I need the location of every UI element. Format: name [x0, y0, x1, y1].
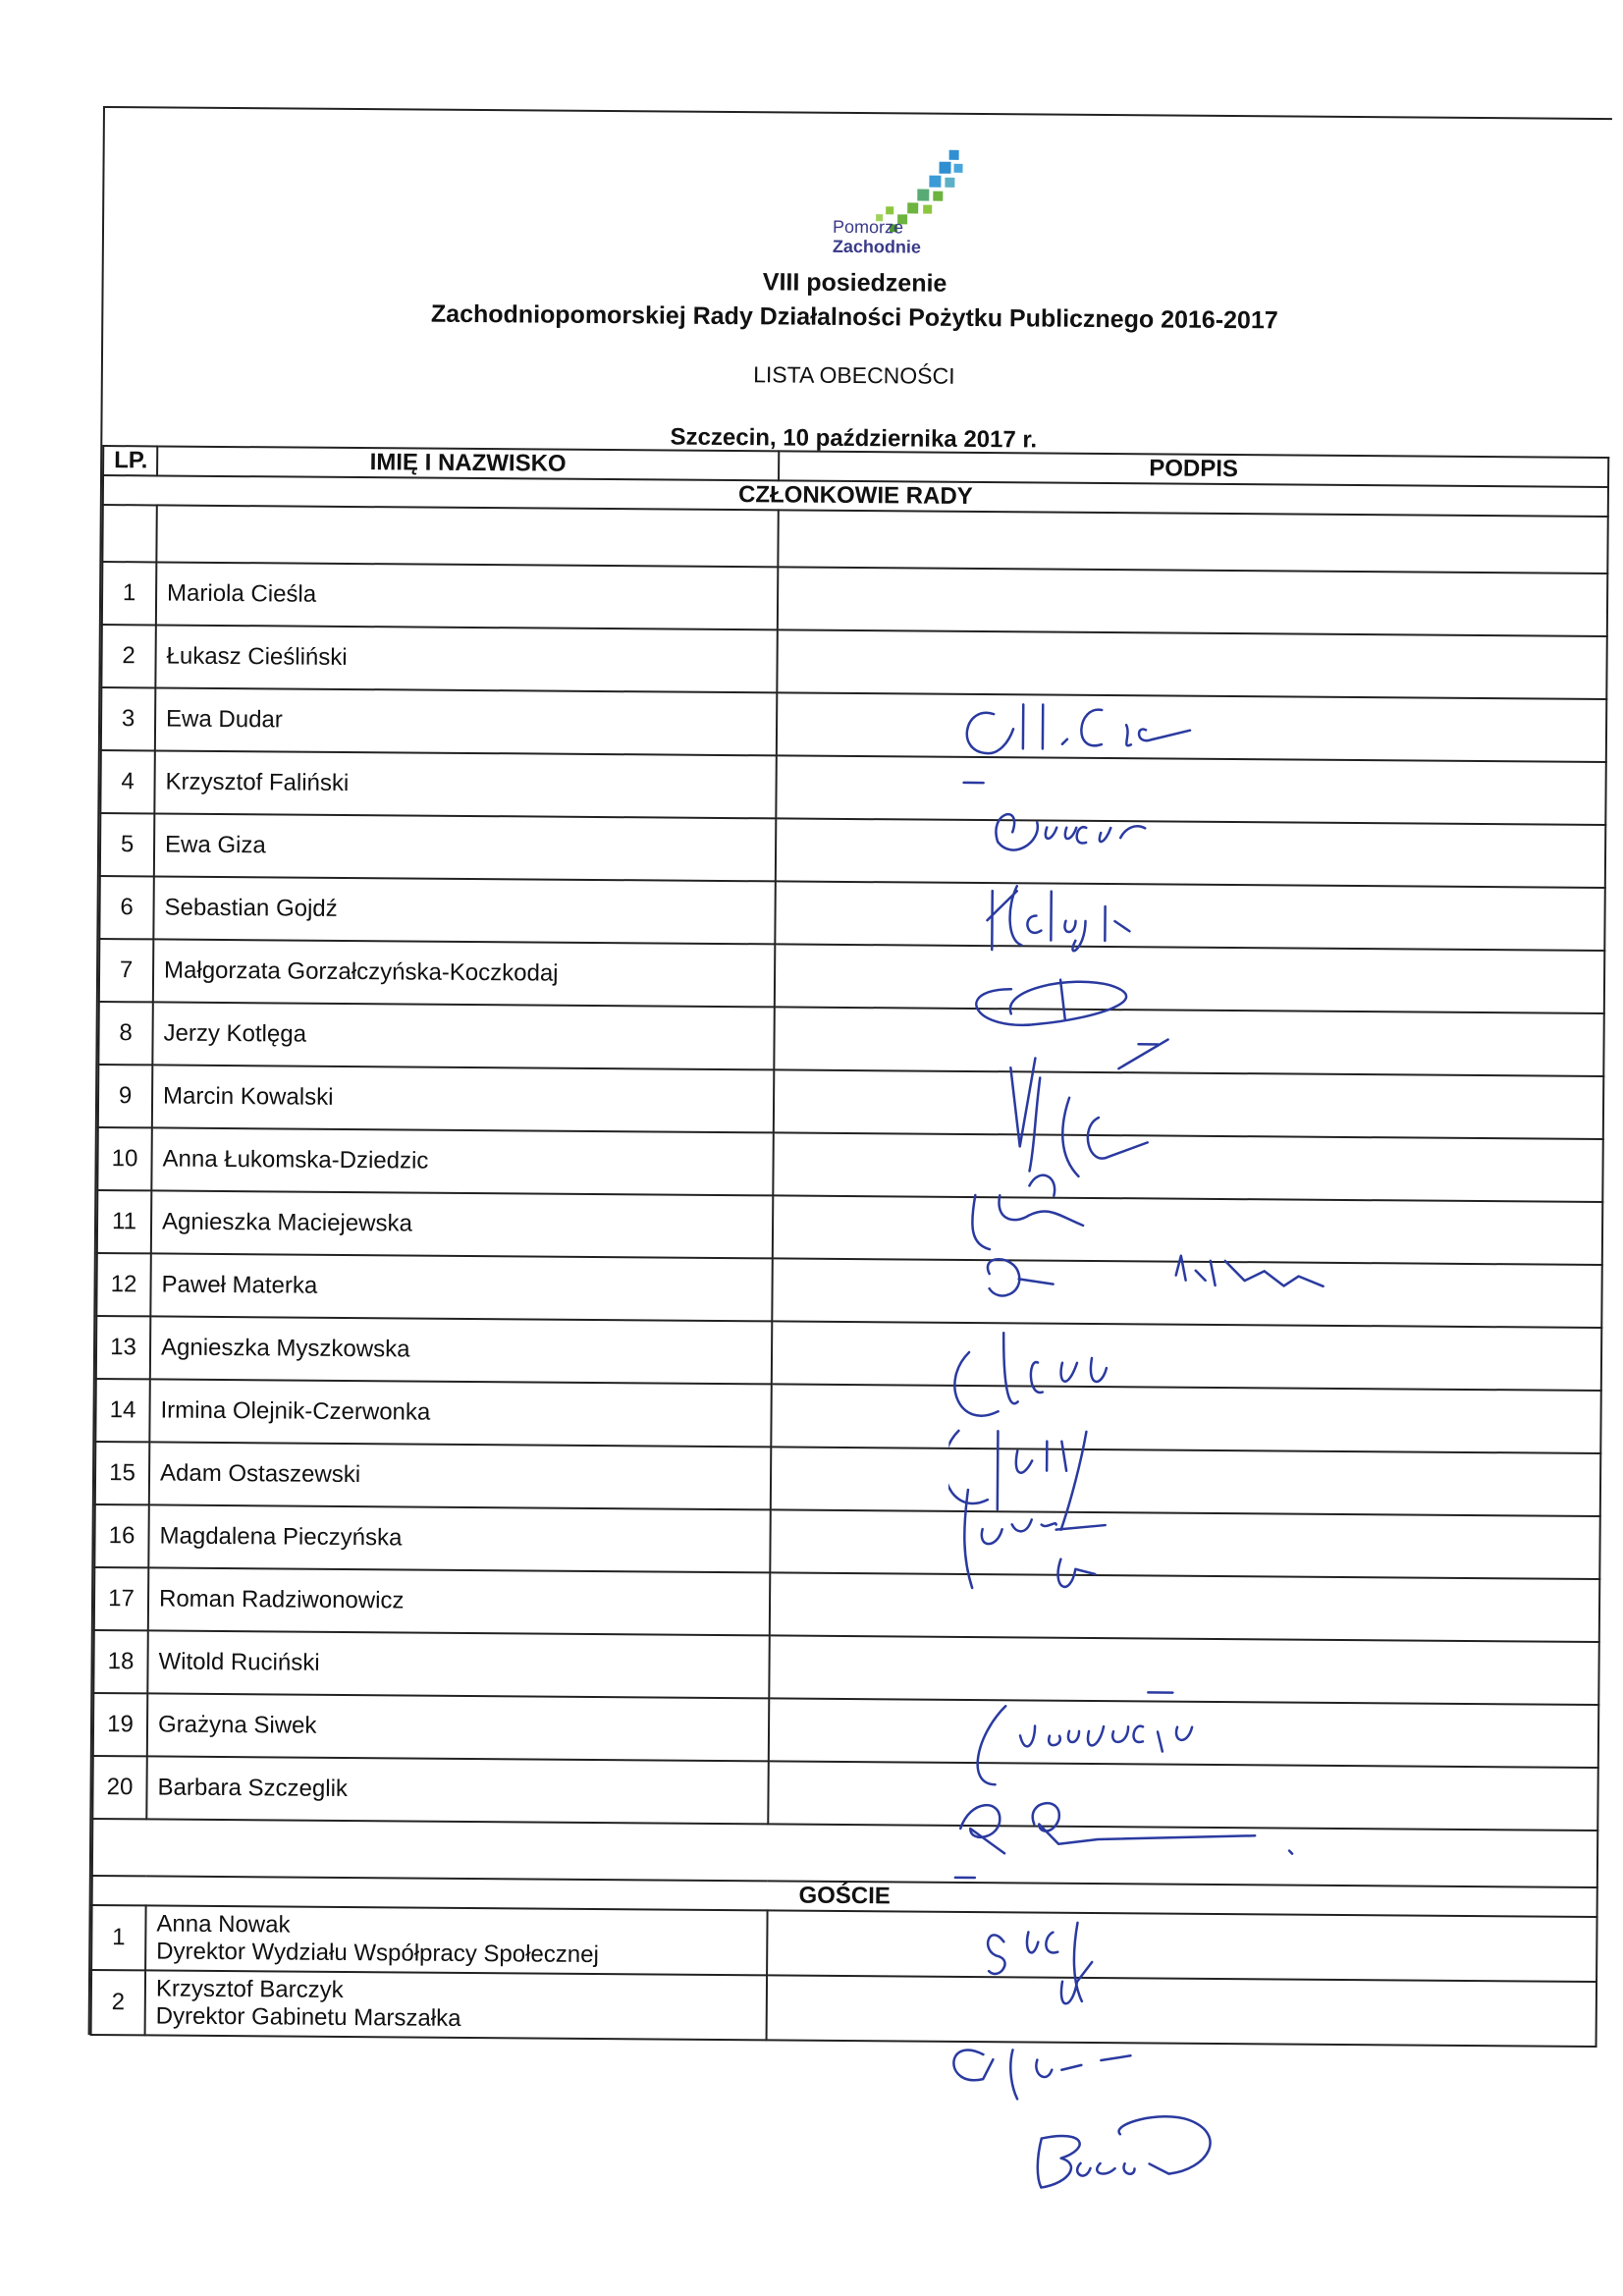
- table-row: [102, 562, 1607, 636]
- header-signature: PODPIS: [779, 451, 1608, 487]
- row-number: 13: [96, 1316, 151, 1379]
- place-date: Szczecin, 10 października 2017 r.: [670, 423, 1038, 454]
- row-number: 19: [93, 1693, 148, 1756]
- member-name: Barbara Szczeglik: [146, 1756, 768, 1824]
- empty-cell: [156, 505, 778, 567]
- member-name: Witold Ruciński: [147, 1630, 769, 1698]
- header-name: IMIĘ I NAZWISKO: [157, 446, 779, 480]
- section-guests-label: GOŚCIE: [92, 1876, 1597, 1917]
- row-number: 11: [97, 1190, 152, 1253]
- logo-text: [833, 217, 921, 257]
- row-number: 2: [101, 625, 156, 687]
- guest-cell: [145, 1905, 767, 1975]
- member-name: Jerzy Kotlęga: [152, 1002, 774, 1069]
- list-title: LISTA OBECNOŚCI: [753, 361, 955, 389]
- meeting-title: VIII posiedzenie: [762, 268, 947, 298]
- guest-role: Dyrektor Wydziału Współpracy Społecznej: [156, 1938, 599, 1969]
- member-name: Marcin Kowalski: [152, 1065, 774, 1132]
- member-name: Anna Łukomska-Dziedzic: [151, 1127, 773, 1195]
- member-name: Magdalena Pieczyńska: [148, 1504, 770, 1572]
- attendance-sheet: [88, 106, 1612, 2047]
- signature-cell[interactable]: [778, 567, 1607, 636]
- row-number: 20: [92, 1756, 147, 1819]
- member-name: Ewa Giza: [154, 813, 776, 881]
- row-number: 12: [96, 1253, 151, 1316]
- row-number: 2: [91, 1970, 146, 2035]
- member-name: Ewa Dudar: [155, 687, 777, 755]
- handwritten-signatures: [943, 684, 1475, 2230]
- member-name: Krzysztof Faliński: [154, 750, 776, 818]
- guest-role: Dyrektor Gabinetu Marszałka: [155, 2002, 461, 2032]
- member-name: Adam Ostaszewski: [149, 1442, 771, 1509]
- row-number: 18: [93, 1630, 148, 1693]
- logo-line2: Zachodnie: [832, 236, 921, 257]
- member-name: Paweł Materka: [150, 1253, 772, 1321]
- member-name: Agnieszka Maciejewska: [151, 1190, 773, 1258]
- row-number: 6: [99, 876, 154, 939]
- row-number: 15: [95, 1442, 150, 1504]
- signature-marks: [943, 704, 1327, 2190]
- row-number: 17: [94, 1567, 149, 1630]
- header-lp: LP.: [103, 446, 157, 475]
- row-number: 1: [91, 1905, 146, 1970]
- council-name: Zachodniopomorskiej Rady Działalności Pożytku Publicznego 2016-2017: [430, 300, 1278, 335]
- row-number: 4: [100, 750, 155, 813]
- member-name: Sebastian Gojdź: [153, 876, 775, 944]
- empty-cell: [102, 505, 156, 562]
- guest-cell: [145, 1970, 767, 2040]
- member-name: Łukasz Cieśliński: [155, 625, 777, 692]
- row-number: 16: [94, 1504, 149, 1567]
- empty-cell: [778, 510, 1607, 574]
- member-name: Agnieszka Myszkowska: [150, 1316, 772, 1384]
- row-number: 8: [98, 1002, 153, 1065]
- member-name: Mariola Cieśla: [156, 562, 778, 629]
- row-number: 9: [98, 1065, 153, 1127]
- row-number: 5: [100, 813, 155, 876]
- row-number: 10: [97, 1127, 152, 1190]
- member-name: Małgorzata Gorzałczyńska-Koczkodaj: [153, 939, 775, 1007]
- row-number: 3: [101, 687, 156, 750]
- member-name: Irmina Olejnik-Czerwonka: [149, 1379, 771, 1447]
- guest-name: Anna Nowak: [156, 1910, 291, 1939]
- row-number: 7: [99, 939, 154, 1002]
- logo-line1: Pomorze: [832, 216, 904, 238]
- section-members-label: CZŁONKOWIE RADY: [103, 475, 1608, 517]
- member-name: Roman Radziwonowicz: [148, 1567, 770, 1635]
- guest-name: Krzysztof Barczyk: [155, 1975, 344, 2003]
- row-number: 14: [95, 1379, 150, 1442]
- member-name: Grażyna Siwek: [147, 1693, 769, 1761]
- row-number: 1: [102, 562, 157, 625]
